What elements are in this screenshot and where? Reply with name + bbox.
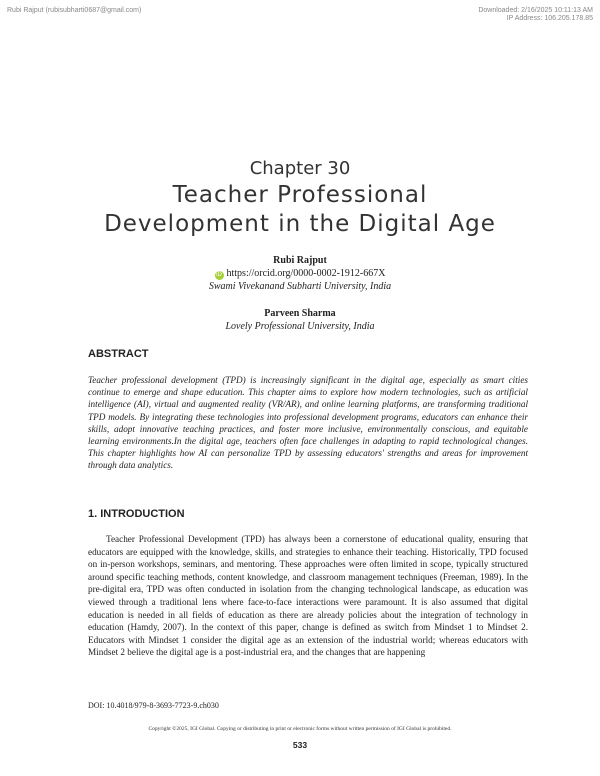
download-info-header: [478, 7, 593, 23]
orcid-link[interactable]: https://orcid.org/0000-0002-1912-667X: [226, 268, 386, 279]
author-1-name: Rubi Rajput: [273, 255, 327, 266]
abstract-text: Teacher professional development (TPD) is increasingly significant in the digital age, especially as smart cities continue to emerge and shape education. This chapter aims to explore how modern technologies, such as artificial intelligence (AI), virtual and augmented reality (VR/AR), and online learning platforms, are transforming traditional TPD models. By integrating these technologies into professional development programs, educators can enhance their skills, adopt innovative teaching practices, and foster more inclusive, environmentally conscious, and equitable learning environments.In the digital age, teachers often face challenges in adapting to rapid technological changes. This chapter highlights how AI can personalize TPD by assessing educators' strengths and areas for improvement through data analytics.: [88, 375, 528, 471]
author-1-affiliation: Swami Vivekanand Subharti University, India: [208, 281, 392, 292]
page-number: 533: [292, 740, 308, 750]
author-2-name: Parveen Sharma: [264, 308, 336, 319]
author-1: [0, 254, 600, 293]
download-date: Downloaded: 2/16/2025 10:11:13 AM: [478, 7, 593, 14]
download-user-header: Rubi Rajput (rubisubharti0687@gmail.com): [7, 7, 142, 14]
introduction-body: [88, 533, 528, 659]
chapter-title-line-2: Development in the Digital Age: [104, 211, 496, 237]
author-2-affiliation: Lovely Professional University, India: [225, 321, 375, 332]
orcid-icon: iD: [216, 272, 222, 278]
introduction-heading: 1. INTRODUCTION: [88, 508, 185, 520]
doi: DOI: 10.4018/979-8-3693-7723-9.ch030: [88, 701, 219, 710]
chapter-title: [0, 181, 600, 239]
copyright-notice: Copyright ©2025, IGI Global. Copying or distributing in print or electronic forms without written permission of IGI Global is prohibited.: [148, 726, 452, 732]
chapter-label: Chapter 30: [249, 158, 351, 179]
ip-address: IP Address: 106.205.178.85: [506, 15, 593, 22]
introduction-paragraph: Teacher Professional Development (TPD) has always been a cornerstone of educational quality, ensuring that educators are equipped with the knowledge, skills, and strategies to enhance their teaching. Historically, TPD focused on in-person workshops, seminars, and mentoring. These approaches were often limited in scope, typically structured around specific teaching methods, content knowledge, and classroom management techniques (Freeman, 1989). In the pre-digital era, TPD was often conducted in isolation from the changing technological landscape, as education was viewed through a traditional lens where face-to-face interactions were paramount. It is also assumed that digital education is needed in all fields of education as there are already policies about the integration of technology in education (Hamdy, 2007). In the context of this paper, change is defined as switch from Mindset 1 to Mindset 2. Educators with Mindset 1 consider the digital age as an extension of the industrial world; whereas educators with Mindset 2 believe the digital age is a post-industrial era, and the changes that are happening: [88, 534, 528, 658]
author-1-orcid[interactable]: [0, 267, 600, 280]
abstract-heading: ABSTRACT: [88, 348, 149, 360]
author-2: [0, 307, 600, 333]
chapter-title-line-1: Teacher Professional: [172, 182, 428, 208]
